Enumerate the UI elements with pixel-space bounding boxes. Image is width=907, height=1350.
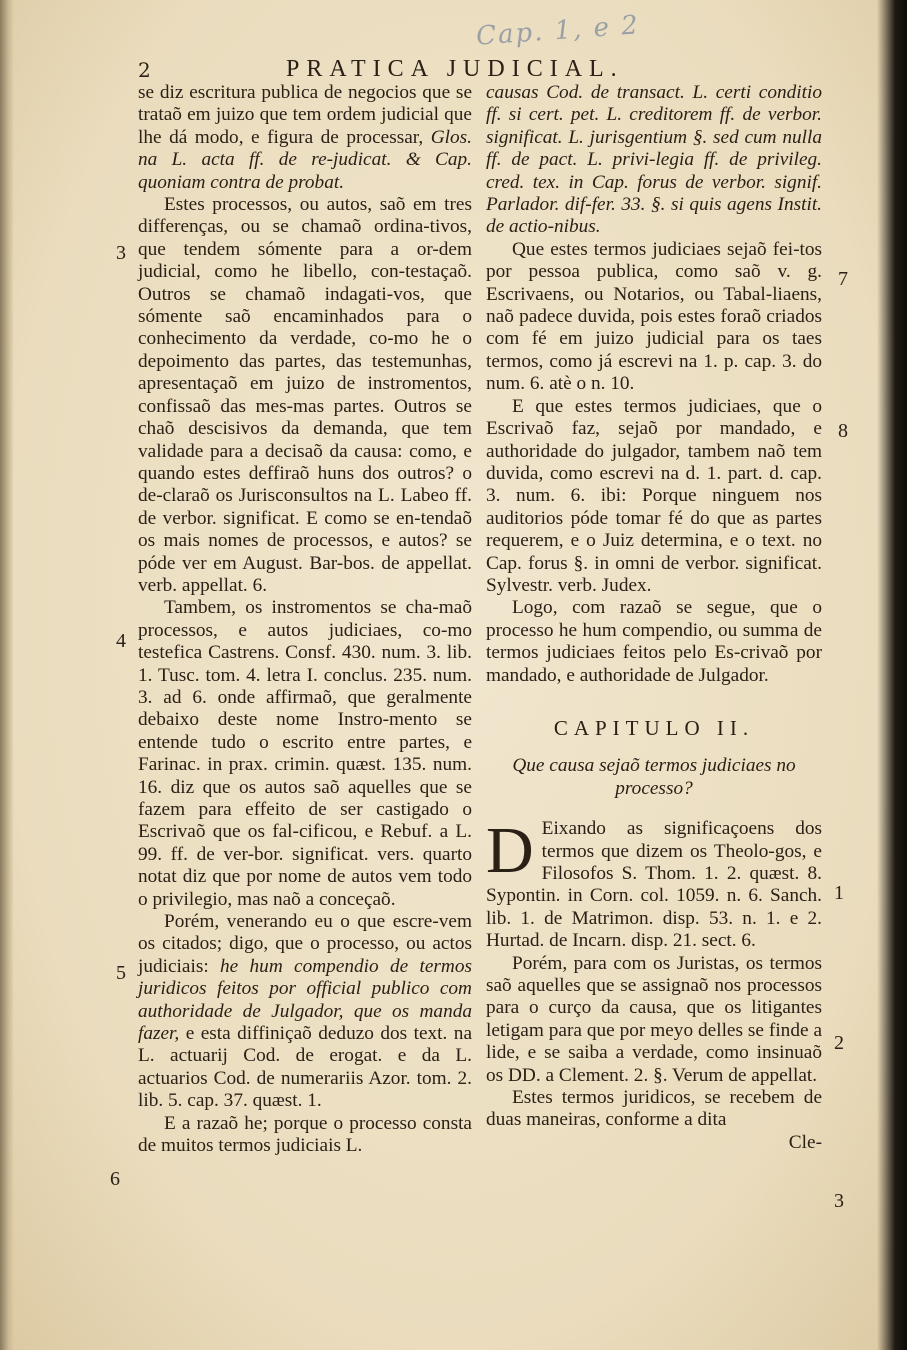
margin-number-3-right: 3 [834,1190,844,1212]
catchword: Cle- [788,1131,822,1153]
page-gutter [0,0,14,1350]
paragraph-2: Porém, para com os Juristas, os termos saõ aquelles que se assignaõ nos processos para o curço da causa, que os litigantes letigam para que por meyo delles se finde a lide, e se saiba a verdade, como insinuaõ os DD. a Clement. 2. §. Verum de appellat. [486,952,822,1086]
paragraph-6: E a razaõ he; porque o processo consta de muitos termos judiciais L. [138,1112,472,1157]
paragraph-4: Tambem, os instromentos se cha-maõ processos, e autos judiciaes, co-mo testefica Castrens. Consf. 430. num. 3. lib. 1. Tusc. tom. 4. letra I. conclus. 235. num. 3. ad 6. onde affirmaõ, que geralmente debaixo deste nome Instro-mento se entende tudo o escrito entre partes, e Farinac. in prax. crimin. quæst. 135. num. 16. diz que os autos saõ aquelles que se fazem para effeito de ser castigado o Escrivaõ que os fal-cificou, e Rebuf. a L. 99. ff. de ver-bor. significat. vers. quarto notat diz que por nome de autos vem todo o privilegio, mas naõ a conceçaõ. [138,597,472,910]
paragraph-logo: Logo, com razaõ se segue, que o processo he hum compendio, ou summa de termos judiciaes feitos pelo Es-crivaõ por mandado, e authoridade de Julgador. [486,597,822,686]
handwritten-note: Cap. 1, e 2 [475,10,641,52]
running-title: PRATICA JUDICIAL. [286,56,624,82]
margin-number-6: 6 [110,1168,120,1190]
paragraph-citations: causas Cod. de transact. L. certi conditio ff. si cert. pet. L. creditorem ff. de verbor. significat. L. jurisgentium §. sed cum nulla ff. de pact. L. privi-legia ff. de privileg. cred. tex. in Cap. forus de verbor. signif. Parlador. dif-fer. 33. §. si quis agens Instit. de actio-nibus. [486,82,822,238]
paragraph-7: Que estes termos judiciaes sejaõ fei-tos por pessoa publica, como saõ v. g. Escrivaens, ou Notarios, ou Tabal-liaens, naõ padece duvida, pois estes foraõ criados com fé em juizo judicial para os taes termos, como já escrevi na 1. p. cap. 3. do num. 6. atè o n. 10. [486,238,822,395]
page-edge-shadow [877,0,907,1350]
chapter-heading: CAPITULO II. [553,715,755,740]
paragraph-3: Estes processos, ou autos, saõ em tres differenças, ou se chamaõ ordina-tivos, que tendem sómente para a or-dem judicial, como he libello, con-testaçaõ. Outros se chamaõ indagati-vos, que sómente saõ encaminhados para o conhecimento da verdade, co-mo he o depoimento das partes, das testemunhas, apresentaçaõ em juizo de instromentos, confissaõ das mes-mas partes. Outros se chaõ descisivos da demanda, que tem validade para a decisaõ da causa: como, e quando estes deffiraõ huns dos outros? o de-claraõ os Jurisconsultos na L. Labeo ff. de verbor. significat. E como se en-tendaõ os mais nomes de processos, e autos? se póde ver em August. Bar-bos. de appellat. verb. appellat. 6. [138,194,472,596]
margin-number-5: 5 [116,962,126,984]
margin-number-7: 7 [838,268,848,290]
paragraph-5: Porém, venerando eu o que escre-vem os citados; digo, que o processo, ou actos judiciais: he hum compendio de termos juridicos feitos por official publico com authoridade de Julgador, que os manda fazer, e esta diffiniçaõ deduzo dos text. na L. actuarij Cod. de erogat. e da L. actuarios Cod. de numerariis Azor. tom. 2. lib. 5. cap. 37. quæst. 1. [138,911,473,1112]
margin-number-3: 3 [116,242,126,264]
margin-number-2: 2 [834,1032,844,1054]
chapter-subtitle: Que causa sejaõ termos judiciaes no processo? [512,755,796,799]
paragraph-3-right: Estes termos juridicos, se recebem de duas maneiras, conforme a dita [486,1087,822,1131]
paragraph-continued: se diz escritura publica de negocios que se trataõ em juizo que tem ordem judicial que lhe dá modo, e figura de processar, Glos. na L. acta ff. de re-judicat. & Cap. quoniam contra de probat. [138,82,472,193]
margin-number-8: 8 [838,420,848,442]
margin-number-4: 4 [116,630,126,652]
left-column [138,82,472,1158]
right-column [486,82,822,1154]
page-number: 2 [138,58,151,82]
margin-number-1: 1 [834,882,844,904]
paragraph-1: D Eixando as significaçoens dos termos que dizem os Theolo-gos, e Filosofos S. Thom. 1. 2. quæst. 8. Sypontin. in Corn. col. 1059. n. 6. Sanch. lib. 1. de Matrimon. disp. 53. n. 1. e 2. Hurtad. de Incarn. disp. 21. sect. 6. [486,814,822,952]
paragraph-8: E que estes termos judiciaes, que o Escrivaõ faz, sejaõ por mandado, e authoridade do julgador, tambem naõ tem duvida, como escrevi na d. 1. part. d. cap. 3. num. 6. ibi: Porque ninguem nos auditorios póde tomar fé do que as partes requerem, e o Juiz determina, e o text. no Cap. forus §. in omni de verbor. significat. Sylvestr. verb. Judex. [486,395,822,596]
drop-cap: D [486,814,534,888]
